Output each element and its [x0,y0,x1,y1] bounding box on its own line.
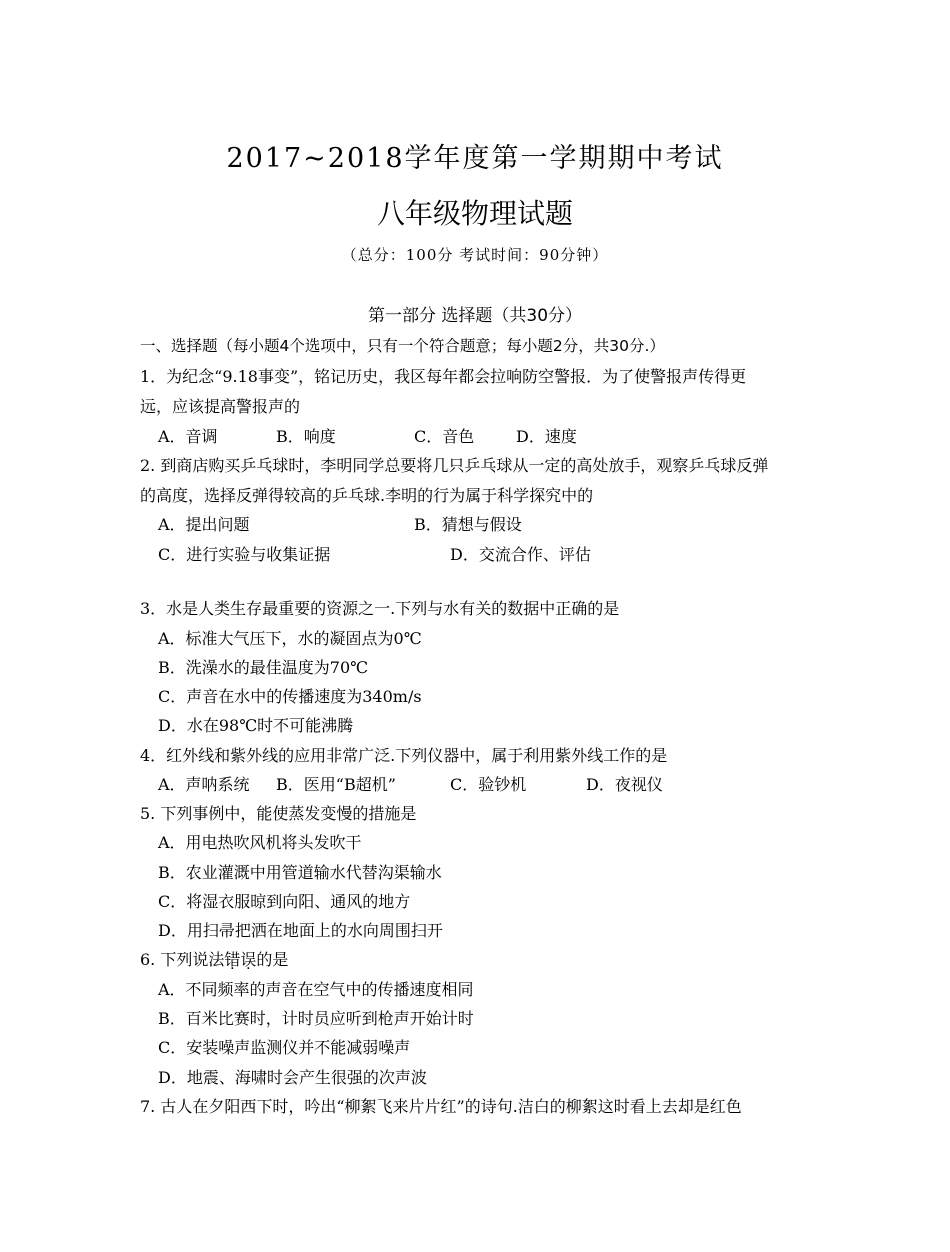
q3-option-a: A．标准大气压下，水的凝固点为0℃ [158,629,422,648]
q2-stem-line2: 的高度，选择反弹得较高的乒乓球.李明的行为属于科学探究中的 [140,486,594,505]
q6-option-d: D．地震、海啸时会产生很强的次声波 [158,1068,427,1087]
q3-option-b: B．洗澡水的最佳温度为70℃ [158,658,369,677]
q5-stem: 5. 下列事例中，能使蒸发变慢的措施是 [140,804,417,823]
q4-stem: 4．红外线和紫外线的应用非常广泛.下列仪器中，属于利用紫外线工作的是 [140,746,668,765]
q2-option-c: C．进行实验与收集证据 [158,545,331,564]
q5-option-b: B．农业灌溉中用管道输水代替沟渠输水 [158,863,442,882]
q1-option-a: A．音调 [158,427,218,446]
q1-option-b: B．响度 [276,427,336,446]
q6-stem [140,947,288,970]
q1-stem-line1: 1．为纪念“9.18事变”，铭记历史，我区每年都会拉响防空警报．为了使警报声传得更 [140,367,747,386]
q2-option-a: A．提出问题 [158,515,250,534]
q1-stem-line2: 远，应该提高警报声的 [140,397,301,416]
q4-option-c: C．验钞机 [450,775,527,794]
q6-option-c: C．安装噪声监测仪并不能减弱噪声 [158,1038,411,1057]
q3-stem: 3．水是人类生存最重要的资源之一.下列与水有关的数据中正确的是 [140,599,620,618]
q3-option-c: C．声音在水中的传播速度为340m/s [158,687,422,706]
q5-option-c: C．将湿衣服晾到向阳、通风的地方 [158,892,411,911]
q2-option-b: B．猜想与假设 [414,515,522,534]
q7-stem: 7. 古人在夕阳西下时，吟出“柳絮飞来片片红”的诗句.洁白的柳絮这时看上去却是红色 [140,1097,742,1116]
q4-option-d: D．夜视仪 [586,775,663,794]
q3-option-d: D．水在98℃时不可能沸腾 [158,716,354,735]
q1-option-d: D．速度 [516,427,577,446]
exam-subject: 八年级物理试题 [376,197,573,230]
q5-option-a: A．用电热吹风机将头发吹干 [158,833,362,852]
exam-info: （总分：100分 考试时间：90分钟） [341,246,609,264]
q6-emphasis-char-2: 误 [240,950,257,969]
section-instruction: 一、选择题（每小题4个选项中，只有一个符合题意；每小题2分，共30分.） [140,337,665,355]
q6-emphasis-char-1: 错 [224,950,241,969]
exam-title: 2017~2018学年度第一学期期中考试 [226,143,724,174]
section-heading: 第一部分 选择题（共30分） [367,306,583,326]
q6-stem-post: 的是 [256,950,289,969]
q4-option-a: A．声呐系统 [158,775,250,794]
q6-option-b: B．百米比赛时，计时员应听到枪声开始计时 [158,1009,474,1028]
q4-option-b: B．医用“B超机” [276,775,396,794]
q2-stem-line1: 2. 到商店购买乒乓球时，李明同学总要将几只乒乓球从一定的高处放手，观察乒乓球反弹 [140,456,769,475]
q5-option-d: D．用扫帚把洒在地面上的水向周围扫开 [158,921,443,940]
q6-stem-pre: 6. 下列说法 [140,950,225,969]
q2-option-d: D．交流合作、评估 [450,545,591,564]
q1-option-c: C．音色 [414,427,475,446]
q6-option-a: A．不同频率的声音在空气中的传播速度相同 [158,980,474,999]
